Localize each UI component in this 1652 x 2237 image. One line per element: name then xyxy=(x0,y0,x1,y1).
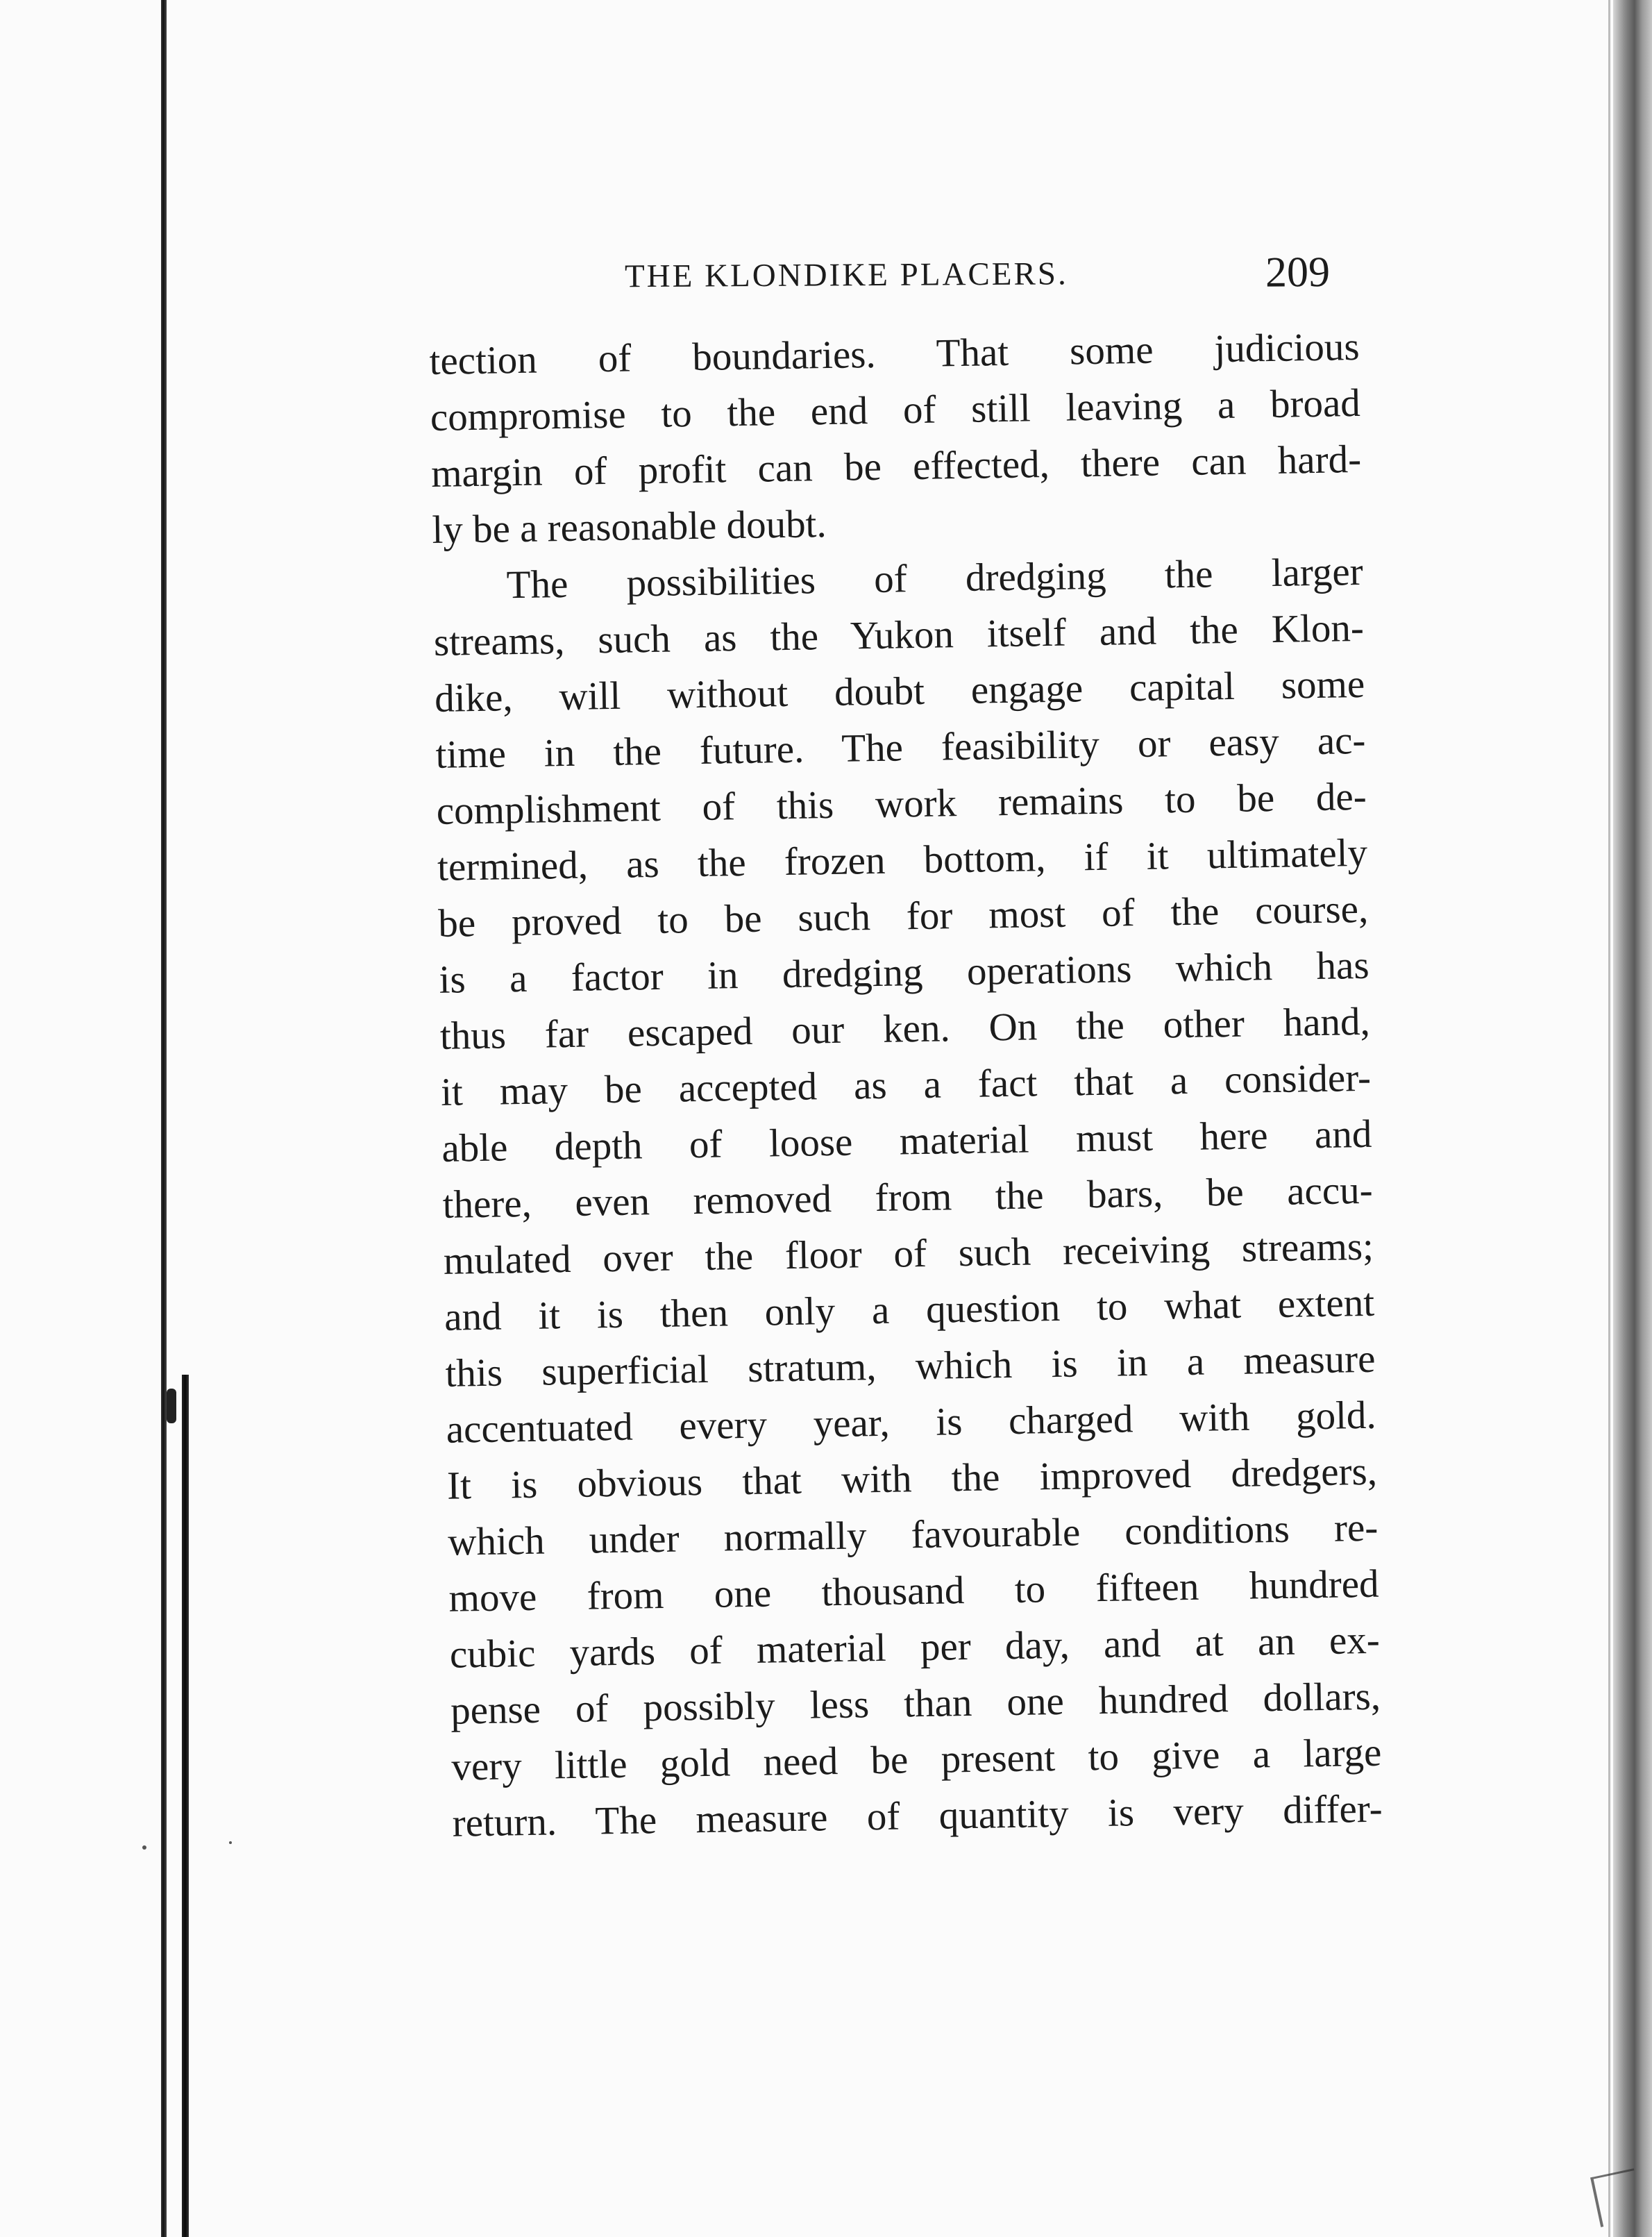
page-number: 209 xyxy=(1265,249,1331,296)
text-line: move from one thousand to fifteen hundred xyxy=(448,1561,1379,1620)
text-line: able depth of loose material must here and xyxy=(441,1112,1372,1171)
text-line: and it is then only a question to what extent xyxy=(444,1280,1375,1339)
page-edge-line xyxy=(1608,0,1610,2237)
text-line: very little gold need be present to give a large xyxy=(450,1730,1382,1789)
text-line: It is obvious that with the improved dredgers, xyxy=(446,1449,1378,1508)
text-line: return. The measure of quantity is very differ- xyxy=(452,1786,1383,1845)
text-line: be proved to be such for most of the course, xyxy=(437,887,1369,946)
text-line: accentuated every year, is charged with gold. xyxy=(446,1393,1377,1452)
text-line: pense of possibly less than one hundred dollars, xyxy=(450,1674,1381,1733)
text-line: it may be accepted as a fact that a consider- xyxy=(440,1055,1372,1114)
adjacent-page-edge xyxy=(1613,0,1652,2237)
body-text xyxy=(429,319,1383,1852)
binding-edge-line-lower xyxy=(182,1375,189,2237)
text-line: thus far escaped our ken. On the other hand, xyxy=(439,999,1371,1058)
text-line: is a factor in dredging operations which has xyxy=(439,943,1369,1002)
text-line: this superficial stratum, which is in a measure xyxy=(445,1337,1376,1396)
binding-mark xyxy=(167,1389,176,1423)
text-line: dike, will without doubt engage capital some xyxy=(434,662,1365,721)
speck xyxy=(229,1841,232,1844)
text-line: mulated over the floor of such receiving streams; xyxy=(443,1224,1374,1283)
text-line: streams, such as the Yukon itself and the Klon- xyxy=(433,605,1365,664)
text-line: margin of profit can be effected, there can hard- xyxy=(430,437,1362,496)
text-line: termined, as the frozen bottom, if it ultimately xyxy=(437,830,1368,889)
running-title: THE KLONDIKE PLACERS. xyxy=(624,255,1068,295)
text-line: compromise to the end of still leaving a broad xyxy=(430,380,1361,439)
text-line: time in the future. The feasibility or easy ac- xyxy=(435,718,1366,777)
text-line: complishment of this work remains to be de- xyxy=(436,774,1367,833)
text-line: ly be a reasonable doubt. xyxy=(431,502,827,552)
binding-edge-line xyxy=(161,0,167,2237)
text-line: there, even removed from the bars, be accu- xyxy=(442,1168,1374,1227)
text-line: cubic yards of material per day, and at an ex- xyxy=(449,1618,1381,1677)
text-line: which under normally favourable conditions re- xyxy=(447,1505,1379,1564)
paragraph-start-line: The possibilities of dredging the larger xyxy=(506,549,1364,608)
page-header xyxy=(625,248,1360,301)
text-line: tection of boundaries. That some judicious xyxy=(429,324,1360,383)
speck xyxy=(142,1845,146,1850)
